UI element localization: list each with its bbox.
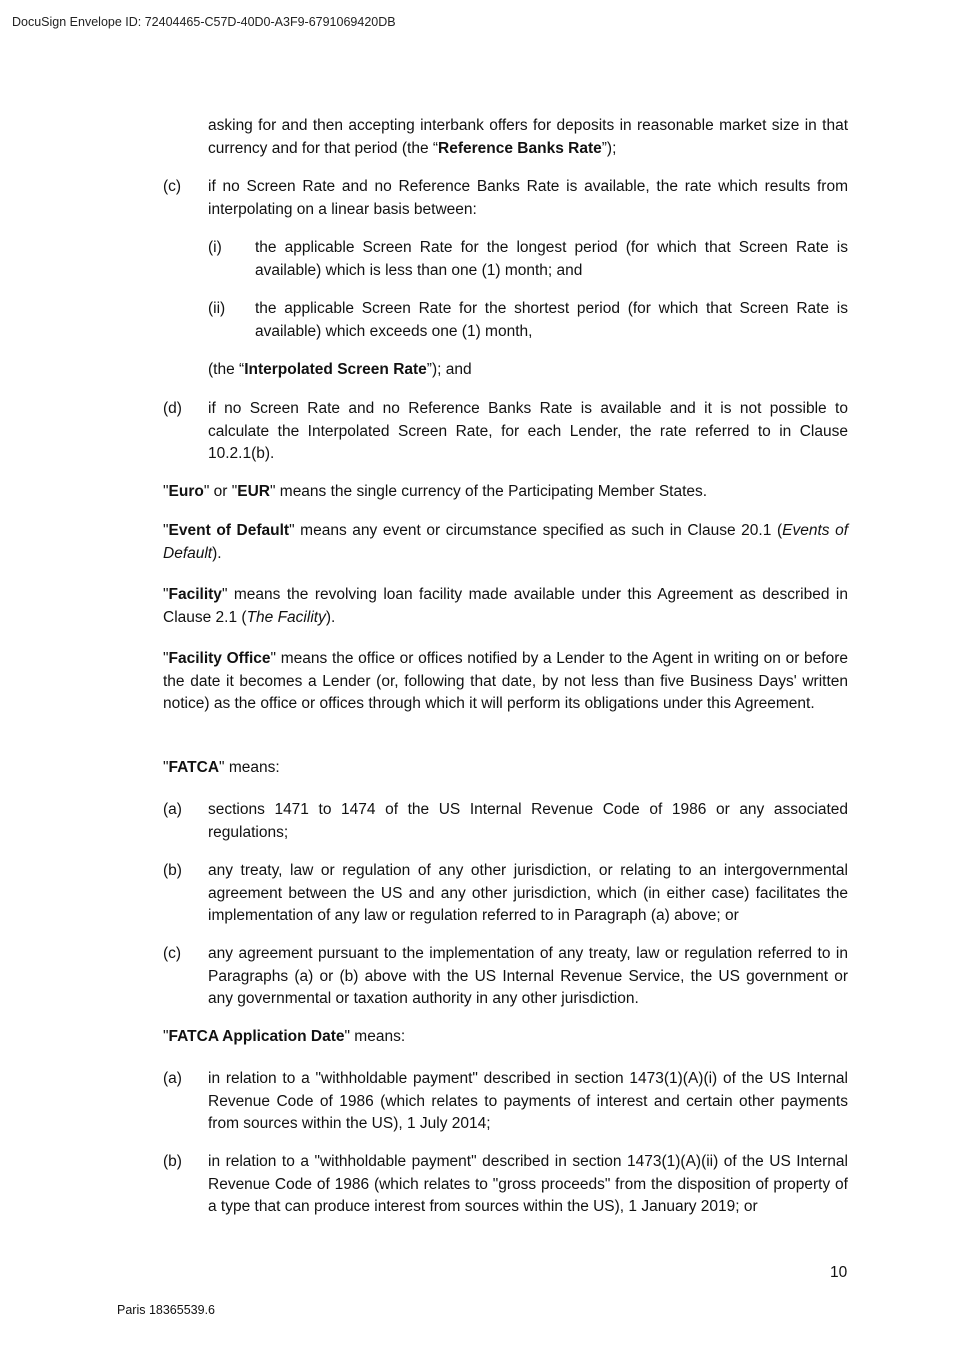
defined-term: Reference Banks Rate <box>438 139 602 157</box>
defined-term: Event of Default <box>168 522 290 539</box>
text: asking for and then accepting interbank offers for deposits in reasonable market size in that currency and for that period (the “ <box>208 117 848 157</box>
clause-title: Events of Default <box>163 522 849 562</box>
item-text-c: if no Screen Rate and no Reference Banks Rate is available, the rate which results from interpolating on a linear basis between: <box>208 178 848 218</box>
item-label-c: (c) <box>163 178 182 195</box>
page-number: 10 <box>830 1264 848 1281</box>
fatca-item-text-a: sections 1471 to 1474 of the US Internal Revenue Code of 1986 or any associated regulations; <box>208 801 848 841</box>
paragraph-interpolated-screen-rate <box>208 359 848 382</box>
defined-term: Interpolated Screen Rate <box>244 361 427 378</box>
text: " <box>163 759 169 776</box>
defined-term: FATCA <box>168 759 220 776</box>
item-label-d: (d) <box>163 400 182 417</box>
definition-facility <box>163 584 848 629</box>
item-text-d: if no Screen Rate and no Reference Banks Rate is available and it is not possible to calculate the Interpolated Screen Rate, for each Lender, the rate referred to in Clause 10.2.1(b). <box>208 400 848 462</box>
clause-title: The Facility <box>246 608 326 626</box>
definition-fatca-application-date <box>163 1026 848 1049</box>
text: " or " <box>203 483 238 500</box>
subitem-text-ii: the applicable Screen Rate for the shortest period (for which that Screen Rate is available) which exceeds one (1) month, <box>255 300 848 340</box>
text: " <box>163 483 169 500</box>
text: " means any event or circumstance specified as such in Clause 20.1 ( <box>289 522 783 539</box>
subitem-label-i: (i) <box>208 239 222 256</box>
text: " means the single currency of the Participating Member States. <box>269 483 708 500</box>
defined-term: EUR <box>237 483 270 500</box>
defined-term: FATCA Application Date <box>168 1028 345 1045</box>
text: " <box>163 522 169 539</box>
envelope-id: DocuSign Envelope ID: 72404465-C57D-40D0-A3F9-6791069420DB <box>12 15 396 29</box>
fad-item-text-a: in relation to a "withholdable payment" described in section 1473(1)(A)(i) of the US Internal Revenue Code of 1986 (which relates to payments of interest and certain other payments from sources within the US), 1 July 2014; <box>208 1070 848 1132</box>
text: " <box>163 1028 169 1045</box>
text: ”); <box>601 139 617 157</box>
definition-fatca <box>163 757 848 780</box>
definition-euro <box>163 481 848 504</box>
text: " <box>163 650 169 667</box>
fatca-item-text-c: any agreement pursuant to the implementation of any treaty, law or regulation referred to in Paragraphs (a) or (b) above with the US Internal Revenue Service, the US government or any governmental or taxation authority in any other jurisdiction. <box>208 945 848 1007</box>
text: ). <box>212 544 222 562</box>
text: " <box>163 586 169 603</box>
fatca-item-text-b: any treaty, law or regulation of any other jurisdiction, or relating to an intergovernmental agreement between the US and any other jurisdiction, which (in either case) facilitates the implementation of any law or regulation referred to in Paragraph (a) above; or <box>208 862 848 924</box>
text: (the “ <box>208 361 245 378</box>
fatca-item-label-c: (c) <box>163 945 182 962</box>
fad-item-label-b: (b) <box>163 1153 182 1170</box>
fad-item-text-b: in relation to a "withholdable payment" described in section 1473(1)(A)(ii) of the US Internal Revenue Code of 1986 (which relates to "gross proceeds" from the disposition of property of a type that can produce interest from sources within the US), 1 January 2019; or <box>208 1153 848 1215</box>
subitem-label-ii: (ii) <box>208 300 226 317</box>
definition-facility-office <box>163 648 848 716</box>
fatca-item-label-a: (a) <box>163 801 182 818</box>
document-reference: Paris 18365539.6 <box>117 1303 215 1317</box>
fad-item-label-a: (a) <box>163 1070 182 1087</box>
text: " means the office or offices notified by a Lender to the Agent in writing on or before the date it becomes a Lender (or, following that date, by not less than five Business Days' written notice) as the office or offices through which it will perform its obligations under this Agreement. <box>163 650 848 712</box>
text: " means the revolving loan facility made available under this Agreement as described in Clause 2.1 ( <box>163 586 848 626</box>
defined-term: Facility Office <box>168 650 271 667</box>
subitem-text-i: the applicable Screen Rate for the longest period (for which that Screen Rate is available) which is less than one (1) month; and <box>255 239 848 279</box>
fatca-item-label-b: (b) <box>163 862 182 879</box>
paragraph-reference-banks-rate-continuation <box>208 115 848 160</box>
defined-term: Euro <box>168 483 204 500</box>
text: " means: <box>219 759 280 776</box>
defined-term: Facility <box>168 586 222 603</box>
text: ). <box>325 608 336 626</box>
text: ”); and <box>426 361 472 378</box>
definition-event-of-default <box>163 520 848 565</box>
text: " means: <box>344 1028 406 1045</box>
